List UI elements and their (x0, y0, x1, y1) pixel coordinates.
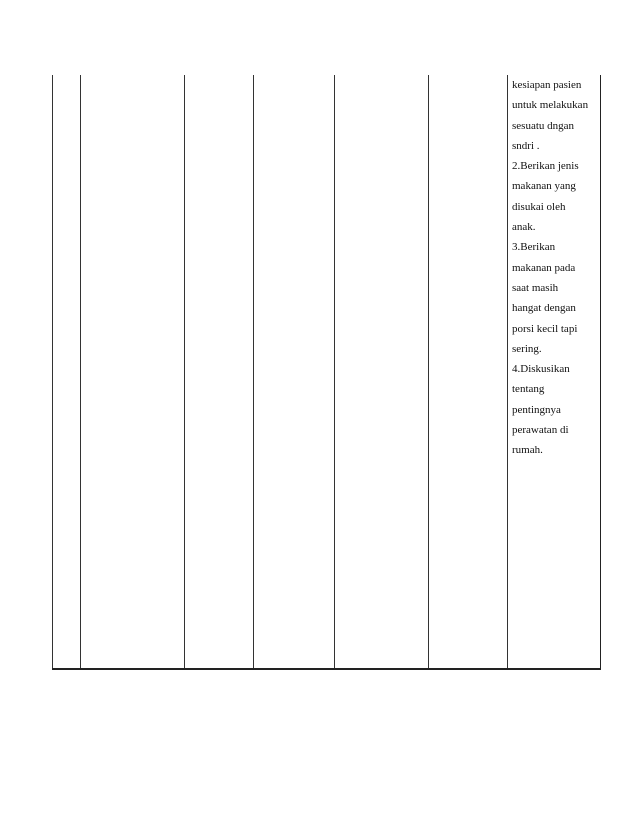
text-line: hangat dengan (512, 302, 576, 315)
text-line: anak. (512, 221, 536, 234)
text-line: kesiapan pasien (512, 79, 582, 91)
care-plan-table-continuation (52, 75, 601, 670)
table-cell-number (53, 75, 81, 669)
table-row (53, 75, 601, 669)
text-line: disukai oleh (512, 200, 566, 213)
table-cell-column-4 (254, 75, 335, 669)
text-line: porsi kecil tapi (512, 322, 578, 335)
intervention-text (508, 75, 600, 461)
table-cell-column-3 (185, 75, 254, 669)
text-line: rumah. (512, 444, 543, 457)
table-cell-column-2 (81, 75, 185, 669)
text-line: 3.Berikan (512, 241, 556, 254)
text-line: makanan pada (512, 261, 576, 274)
text-line: sering. (512, 342, 542, 355)
text-line: saat masih (512, 281, 559, 294)
text-line: makanan yang (512, 180, 576, 193)
text-line: sndri . (512, 139, 540, 152)
table-cell-column-5 (335, 75, 429, 669)
table-cell-column-6 (429, 75, 508, 669)
text-line: pentingnya (512, 403, 561, 416)
text-line: untuk melakukan (512, 99, 589, 112)
text-line: perawatan di (512, 424, 569, 437)
text-line: sesuatu dngan (512, 119, 575, 132)
table-cell-intervention (508, 75, 601, 669)
text-line: 2.Berikan jenis (512, 160, 579, 173)
text-line: 4.Diskusikan (512, 363, 570, 376)
text-line: tentang (512, 383, 545, 396)
